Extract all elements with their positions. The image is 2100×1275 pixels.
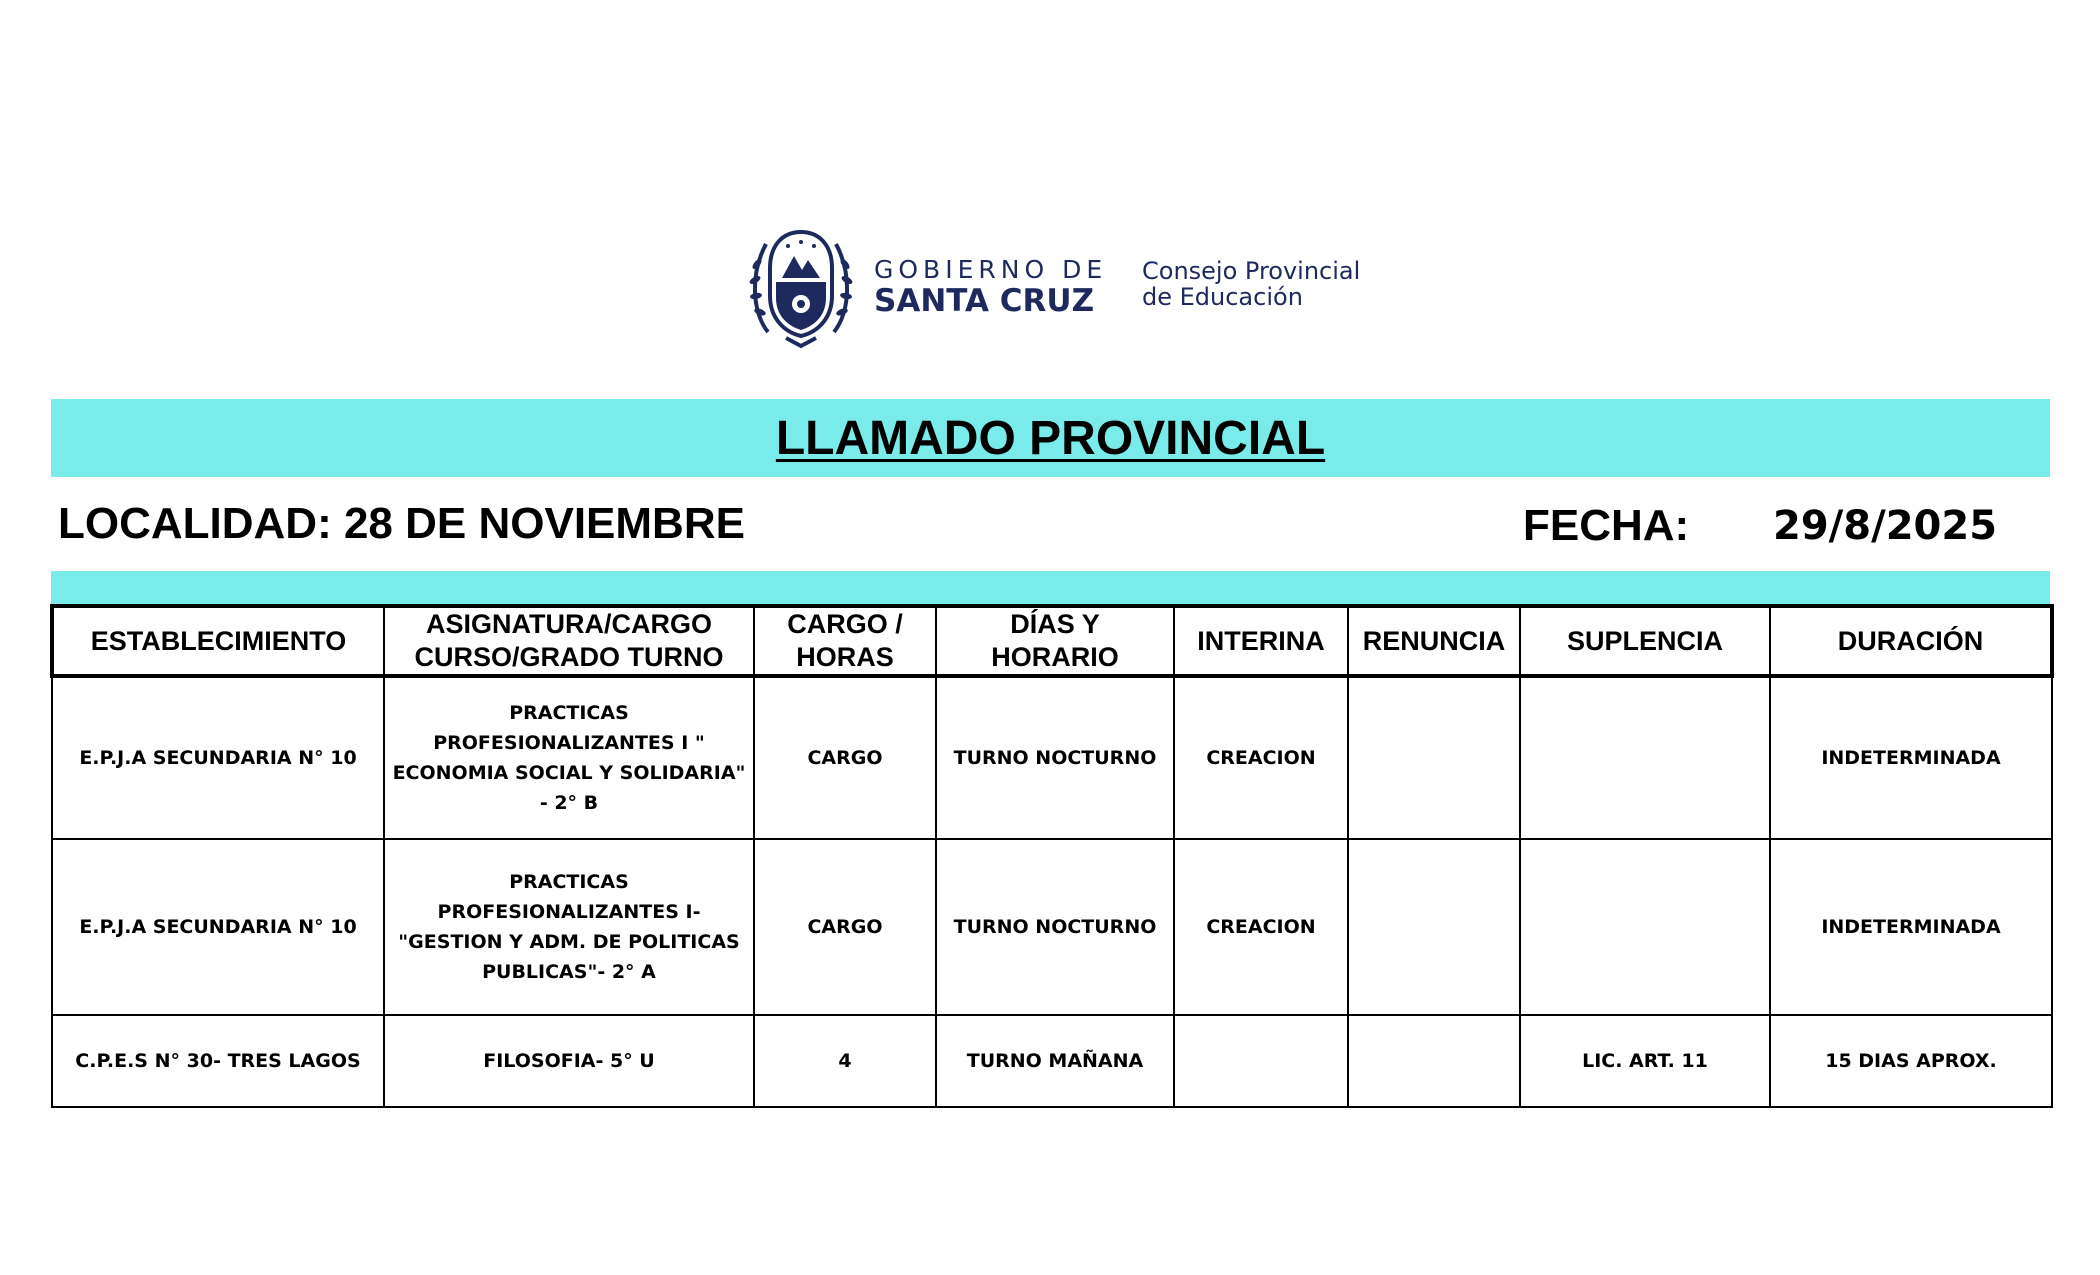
cell-cargo-horas: 4 — [754, 1015, 936, 1107]
cell-asignatura: PRACTICAS PROFESIONALIZANTES I- "GESTION Y ADM. DE POLITICAS PUBLICAS"- 2° A — [384, 839, 754, 1015]
council-wordmark — [1142, 258, 1360, 310]
government-wordmark — [874, 256, 1107, 318]
government-line: GOBIERNO DE — [874, 255, 1108, 284]
column-header-renuncia: RENUNCIA — [1348, 606, 1520, 676]
cell-cargo-horas: CARGO — [754, 676, 936, 839]
column-header-suplencia: SUPLENCIA — [1520, 606, 1770, 676]
cell-interina — [1174, 1015, 1348, 1107]
column-header-establecimiento: ESTABLECIMIENTO — [52, 606, 384, 676]
table-header — [52, 606, 2052, 676]
page-title: LLAMADO PROVINCIAL — [775, 411, 1326, 465]
cell-asignatura: PRACTICAS PROFESIONALIZANTES I " ECONOMIA SOCIAL Y SOLIDARIA" - 2° B — [384, 676, 754, 839]
council-line-2: de Educación — [1142, 283, 1303, 311]
cell-renuncia — [1348, 676, 1520, 839]
table-body — [52, 676, 2052, 1107]
column-header-asignatura: ASIGNATURA/CARGO CURSO/GRADO TURNO — [384, 606, 754, 676]
cell-dias-horario: TURNO NOCTURNO — [936, 839, 1174, 1015]
cell-interina: CREACION — [1174, 676, 1348, 839]
cell-suplencia: LIC. ART. 11 — [1520, 1015, 1770, 1107]
cell-duracion: INDETERMINADA — [1770, 839, 2052, 1015]
cell-renuncia — [1348, 839, 1520, 1015]
header-row — [52, 606, 2052, 676]
locality-label: LOCALIDAD: 28 DE NOVIEMBRE — [58, 499, 745, 548]
council-line-1: Consejo Provincial — [1142, 257, 1361, 285]
cell-establecimiento: E.P.J.A SECUNDARIA N° 10 — [52, 839, 384, 1015]
cell-suplencia — [1520, 676, 1770, 839]
cell-suplencia — [1520, 839, 1770, 1015]
cell-asignatura: FILOSOFIA- 5° U — [384, 1015, 754, 1107]
date-label: FECHA: — [1523, 501, 1690, 550]
vacancies-table — [50, 604, 2054, 1108]
cell-renuncia — [1348, 1015, 1520, 1107]
table-row — [52, 1015, 2052, 1107]
table-row — [52, 676, 2052, 839]
cell-cargo-horas: CARGO — [754, 839, 936, 1015]
cell-interina: CREACION — [1174, 839, 1348, 1015]
cell-duracion: 15 DIAS APROX. — [1770, 1015, 2052, 1107]
province-name: SANTA CRUZ — [874, 283, 1095, 319]
date-value: 29/8/2025 — [1773, 503, 1998, 549]
cell-duracion: INDETERMINADA — [1770, 676, 2052, 839]
separator-band — [51, 571, 2050, 604]
header-logo — [738, 212, 1378, 362]
column-header-cargo-horas: CARGO / HORAS — [754, 606, 936, 676]
cell-establecimiento: E.P.J.A SECUNDARIA N° 10 — [52, 676, 384, 839]
title-banner — [51, 399, 2050, 477]
provincial-coat-of-arms-icon — [748, 220, 854, 350]
column-header-dias-horario: DÍAS Y HORARIO — [936, 606, 1174, 676]
column-header-duracion: DURACIÓN — [1770, 606, 2052, 676]
table-row — [52, 839, 2052, 1015]
cell-dias-horario: TURNO NOCTURNO — [936, 676, 1174, 839]
cell-dias-horario: TURNO MAÑANA — [936, 1015, 1174, 1107]
cell-establecimiento: C.P.E.S N° 30- TRES LAGOS — [52, 1015, 384, 1107]
column-header-interina: INTERINA — [1174, 606, 1348, 676]
